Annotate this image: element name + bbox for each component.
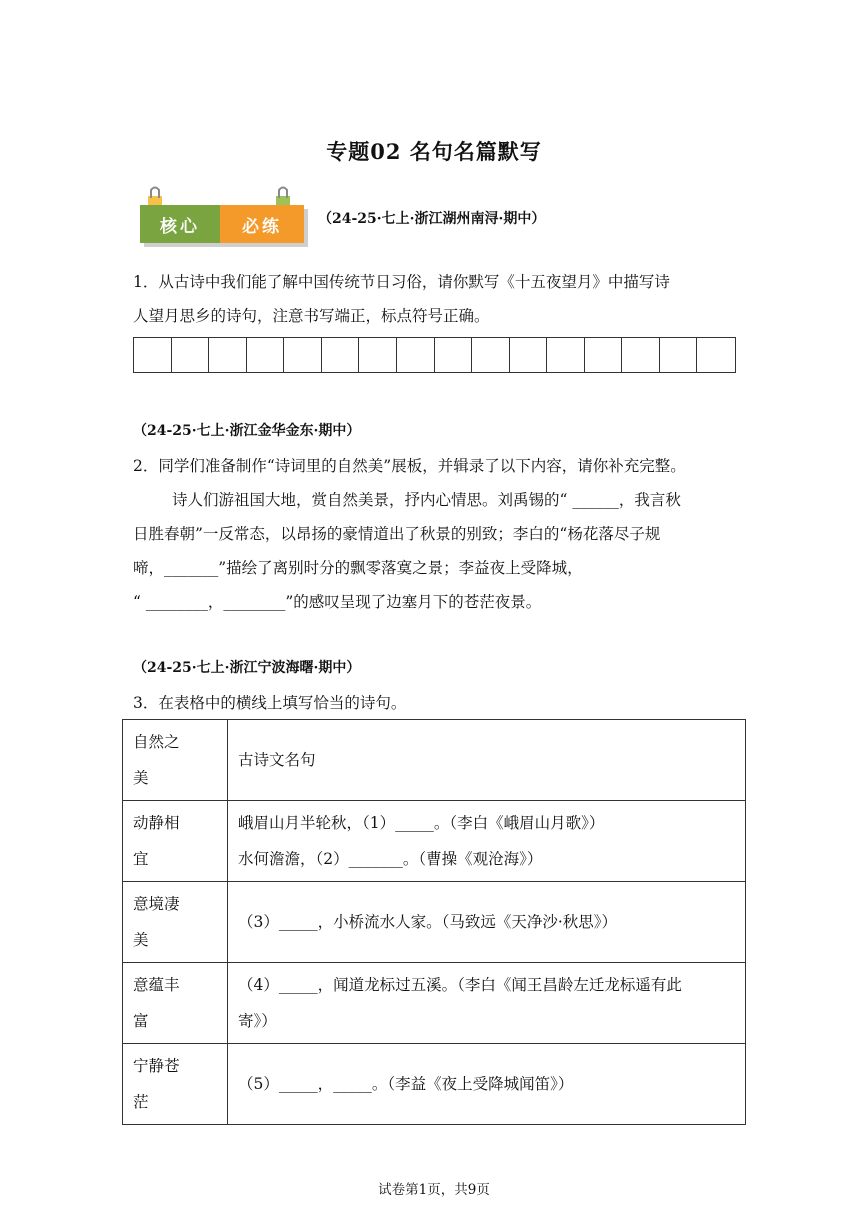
answer-cell[interactable] bbox=[397, 338, 435, 372]
category-line1: 宁静苍 bbox=[133, 1057, 180, 1075]
table-row bbox=[123, 1044, 746, 1125]
row-category bbox=[123, 1044, 228, 1125]
q2-text-line2: 诗人们游祖国大地，赏自然美景，抒内心情思。刘禹锡的“ ______，我言秋 bbox=[172, 491, 681, 509]
answer-cell[interactable] bbox=[284, 338, 322, 372]
row-quote bbox=[228, 801, 746, 882]
badge-core-label: 核心 bbox=[140, 205, 220, 243]
header-category-line1: 自然之 bbox=[133, 733, 180, 751]
answer-cell[interactable] bbox=[547, 338, 585, 372]
page-footer: 试卷第1页，共9页 bbox=[378, 1182, 490, 1198]
quote-line1: 峨眉山月半轮秋，（1）_____。（李白《峨眉山月歌》） bbox=[238, 814, 605, 832]
category-line2: 茫 bbox=[133, 1093, 149, 1111]
row-quote bbox=[228, 882, 746, 963]
q3-text-line1: 3．在表格中的横线上填写恰当的诗句。 bbox=[133, 694, 407, 712]
table-header-category bbox=[123, 720, 228, 801]
row-category bbox=[123, 963, 228, 1044]
q3-source: （24-25·七上·浙江宁波海曙·期中） bbox=[133, 660, 361, 676]
answer-cell[interactable] bbox=[660, 338, 698, 372]
quote-line1: （4）_____，闻道龙标过五溪。（李白《闻王昌龄左迁龙标遥有此 bbox=[238, 976, 682, 994]
category-line2: 宜 bbox=[133, 850, 149, 868]
row-category bbox=[123, 801, 228, 882]
poem-table bbox=[122, 719, 746, 1125]
answer-cell[interactable] bbox=[322, 338, 360, 372]
quote-line2: 水何澹澹，（2）_______。（曹操《观沧海》） bbox=[238, 850, 543, 868]
answer-cell[interactable] bbox=[435, 338, 473, 372]
answer-cell[interactable] bbox=[134, 338, 172, 372]
row-quote bbox=[228, 963, 746, 1044]
answer-cell[interactable] bbox=[510, 338, 548, 372]
q2-text-line1: 2．同学们准备制作“诗词里的自然美”展板，并辑录了以下内容，请你补充完整。 bbox=[133, 457, 686, 475]
answer-grid[interactable] bbox=[133, 337, 736, 373]
quote-line1: （5）_____，_____。（李益《夜上受降城闻笛》） bbox=[238, 1075, 574, 1093]
category-line1: 意蕴丰 bbox=[133, 976, 180, 994]
header-category-line2: 美 bbox=[133, 769, 149, 787]
q1-source: （24-25·七上·浙江湖州南浔·期中） bbox=[318, 211, 546, 227]
table-header-quote: 古诗文名句 bbox=[228, 720, 746, 801]
answer-cell[interactable] bbox=[359, 338, 397, 372]
table-row bbox=[123, 882, 746, 963]
quote-line2: 寄》） bbox=[238, 1012, 277, 1030]
answer-cell[interactable] bbox=[247, 338, 285, 372]
category-line1: 动静相 bbox=[133, 814, 180, 832]
page-title: 专题02 名句名篇默写 bbox=[326, 139, 542, 164]
q2-text-line4: 啼，_______”描绘了离别时分的飘零落寞之景；李益夜上受降城， bbox=[133, 559, 583, 577]
q1-text-line2: 人望月思乡的诗句，注意书写端正，标点符号正确。 bbox=[133, 307, 490, 325]
row-quote bbox=[228, 1044, 746, 1125]
badge-practice-label: 必练 bbox=[220, 205, 304, 243]
answer-cell[interactable] bbox=[209, 338, 247, 372]
answer-cell[interactable] bbox=[697, 338, 735, 372]
answer-cell[interactable] bbox=[622, 338, 660, 372]
table-row bbox=[123, 801, 746, 882]
answer-cell[interactable] bbox=[172, 338, 210, 372]
quote-line1: （3）_____，小桥流水人家。（马致远《天净沙·秋思》） bbox=[238, 913, 618, 931]
category-line1: 意境凄 bbox=[133, 895, 180, 913]
answer-cell[interactable] bbox=[585, 338, 623, 372]
q2-source: （24-25·七上·浙江金华金东·期中） bbox=[133, 423, 361, 439]
core-practice-badge bbox=[138, 186, 308, 250]
row-category bbox=[123, 882, 228, 963]
answer-cell[interactable] bbox=[472, 338, 510, 372]
q1-text-line1: 1．从古诗中我们能了解中国传统节日习俗，请你默写《十五夜望月》中描写诗 bbox=[133, 273, 670, 291]
category-line2: 富 bbox=[133, 1012, 149, 1030]
q2-text-line5: “ ________，________”的感叹呈现了边塞月下的苍茫夜景。 bbox=[133, 593, 542, 611]
category-line2: 美 bbox=[133, 931, 149, 949]
table-row bbox=[123, 963, 746, 1044]
q2-text-line3: 日胜春朝”一反常态，以昂扬的豪情道出了秋景的别致；李白的“杨花落尽子规 bbox=[133, 525, 661, 543]
table-header-row bbox=[123, 720, 746, 801]
